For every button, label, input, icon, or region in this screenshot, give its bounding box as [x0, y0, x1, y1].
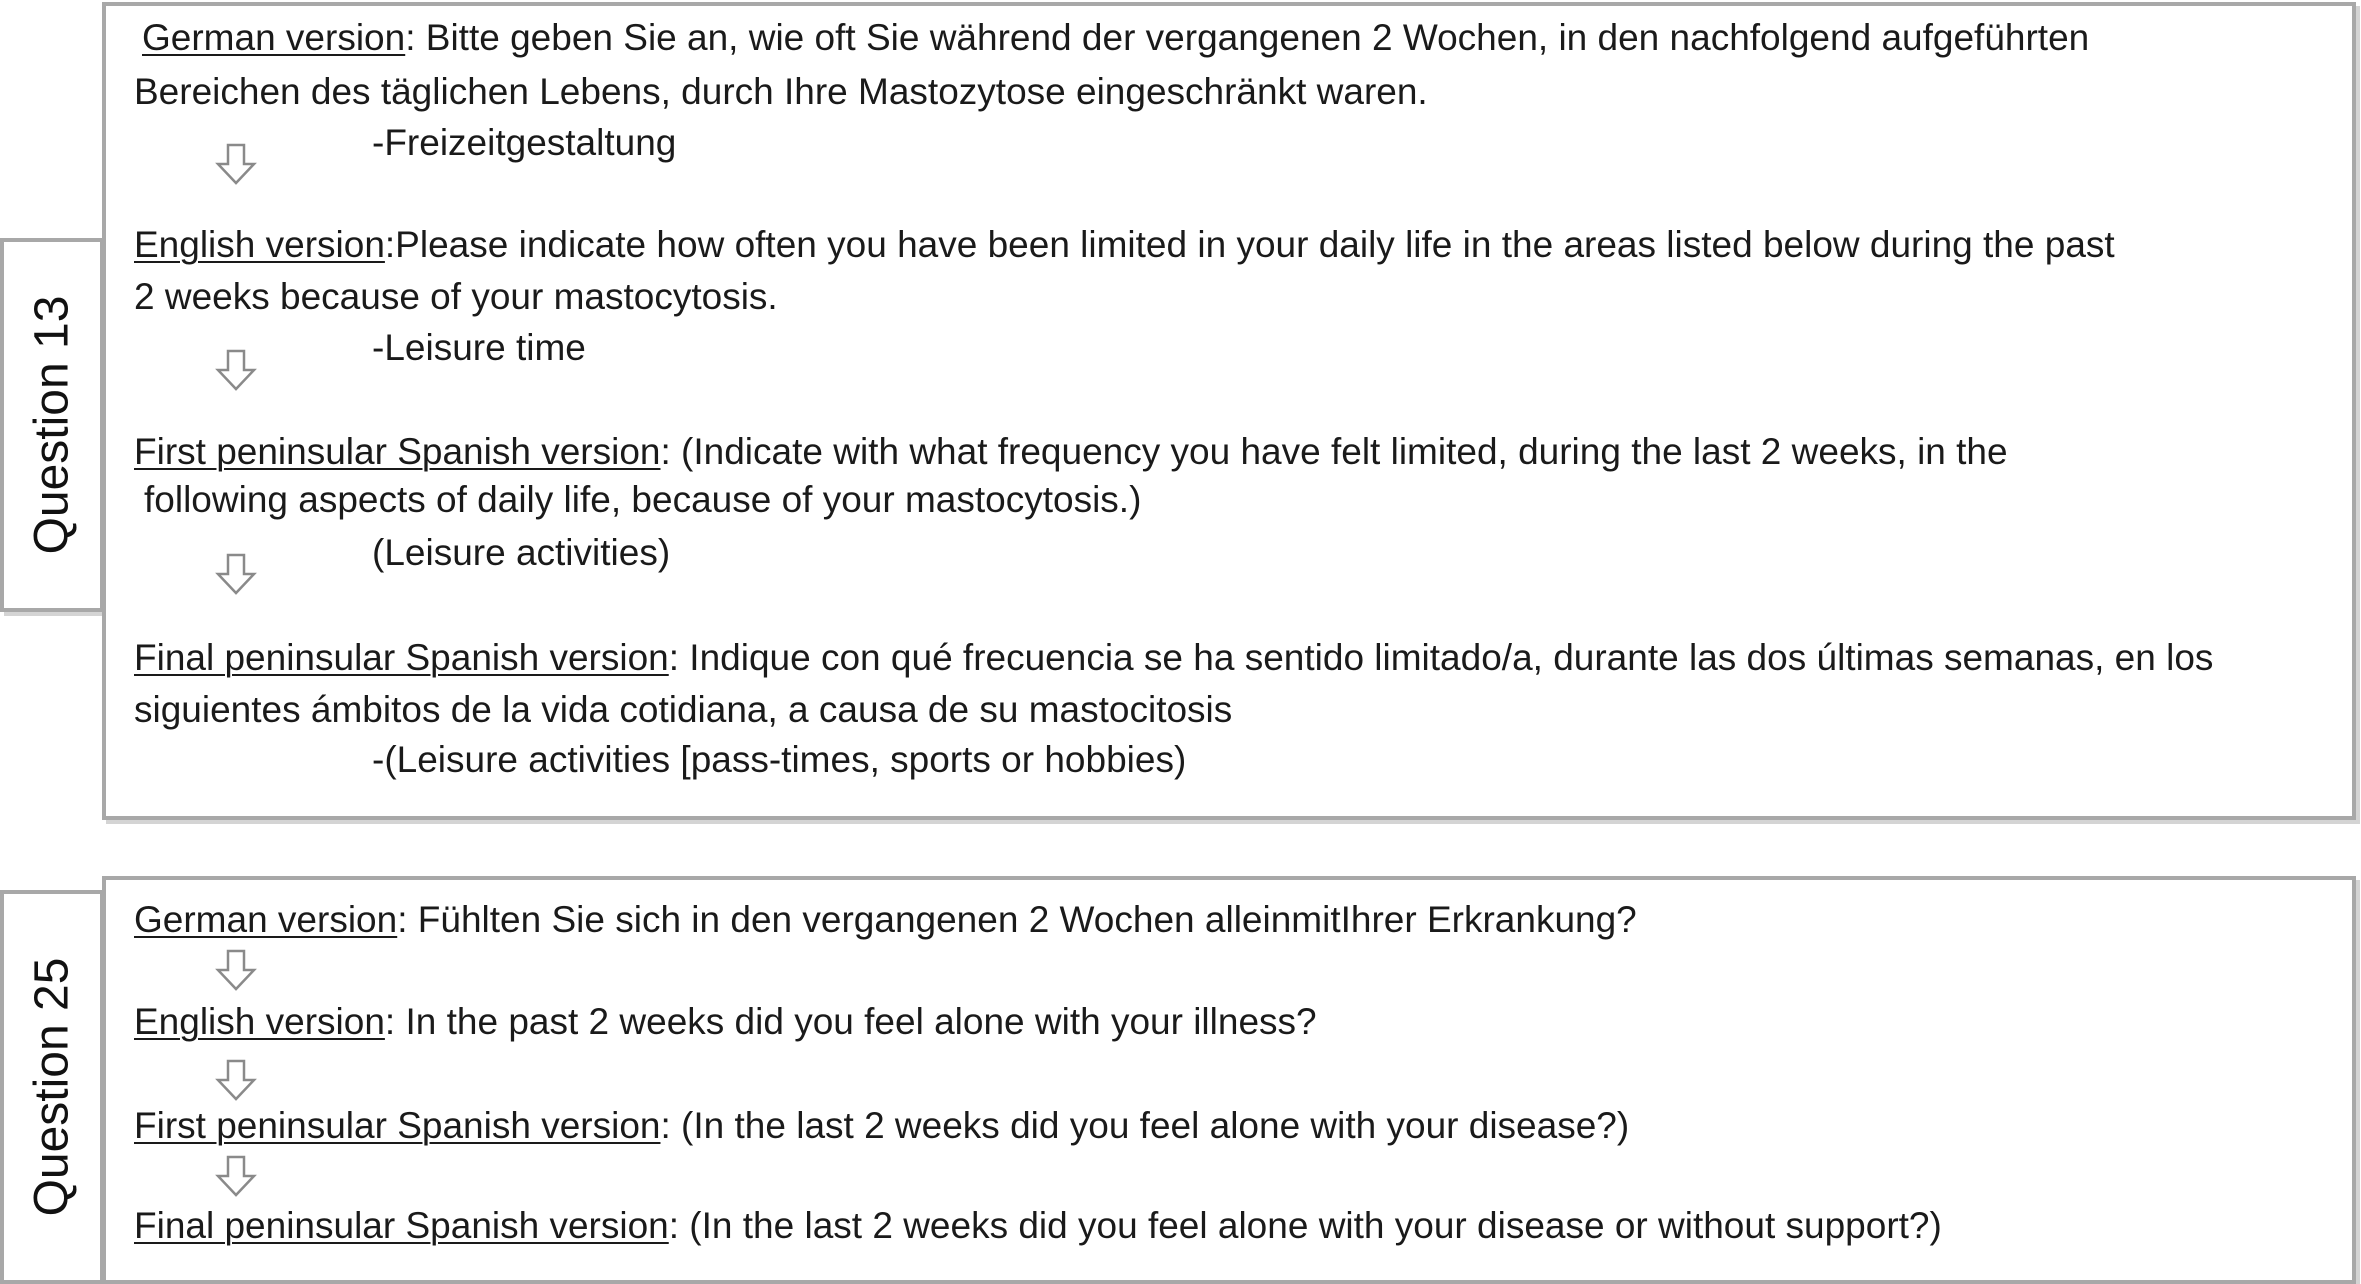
q13-english-text-1: :Please indicate how often you have been limited in your daily life in the areas listed below during the past	[384, 224, 2115, 265]
q25-german-text: : Fühlten Sie sich in den vergangenen 2 Wochen alleinmitIhrer Erkrankung?	[397, 899, 1637, 940]
q13-first-spanish-line-1	[134, 430, 2008, 474]
q13-german-text-1: : Bitte geben Sie an, wie oft Sie während der vergangenen 2 Wochen, in den nachfolgend aufgeführten	[405, 17, 2090, 58]
q25-first-spanish-line	[134, 1104, 1629, 1148]
q13-german-label: German version	[142, 17, 406, 58]
down-arrow-icon	[214, 348, 258, 392]
q13-german-text-2: Bereichen des täglichen Lebens, durch Ihre Mastozytose eingeschränkt waren.	[134, 71, 1428, 112]
down-arrow-icon	[214, 948, 258, 992]
down-arrow-icon	[214, 1154, 258, 1198]
q13-first-spanish-text-2: following aspects of daily life, because of your mastocytosis.)	[144, 479, 1142, 520]
q13-final-spanish-item: -(Leisure activities [pass-times, sports or hobbies)	[372, 739, 1187, 780]
q13-first-spanish-text-1: : (Indicate with what frequency you have felt limited, during the last 2 weeks, in the	[660, 431, 2008, 472]
q25-english-label: English version	[134, 1001, 385, 1042]
q13-english-label: English version	[134, 224, 385, 265]
q25-english-text: : In the past 2 weeks did you feel alone with your illness?	[384, 1001, 1317, 1042]
down-arrow-icon	[214, 552, 258, 596]
q25-final-spanish-text: : (In the last 2 weeks did you feel alone with your disease or without support?)	[668, 1205, 1942, 1246]
q13-final-spanish-text-1: : Indique con qué frecuencia se ha sentido limitado/a, durante las dos últimas semanas, en los	[668, 637, 2214, 678]
q13-first-spanish-label: First peninsular Spanish version	[134, 431, 661, 472]
q25-final-spanish-label: Final peninsular Spanish version	[134, 1205, 669, 1246]
down-arrow-icon	[214, 142, 258, 186]
q25-german-label: German version	[134, 899, 398, 940]
question-13-label: Question 13	[25, 295, 79, 555]
q13-english-text-2: 2 weeks because of your mastocytosis.	[134, 276, 778, 317]
q13-german-line-1	[142, 16, 2089, 60]
q13-first-spanish-item: (Leisure activities)	[372, 532, 671, 573]
question-25-label-box	[0, 890, 104, 1284]
q13-final-spanish-label: Final peninsular Spanish version	[134, 637, 669, 678]
down-arrow-icon	[214, 1058, 258, 1102]
q13-final-spanish-text-2: siguientes ámbitos de la vida cotidiana, a causa de su mastocitosis	[134, 689, 1233, 730]
q25-first-spanish-label: First peninsular Spanish version	[134, 1105, 661, 1146]
question-13-label-box	[0, 238, 104, 612]
q25-english-line	[134, 1000, 1317, 1044]
q13-final-spanish-line-1	[134, 636, 2213, 680]
q25-first-spanish-text: : (In the last 2 weeks did you feel alone with your disease?)	[660, 1105, 1630, 1146]
q25-german-line	[134, 898, 1637, 942]
question-25-label: Question 25	[25, 957, 79, 1217]
q13-german-item: -Freizeitgestaltung	[372, 122, 677, 163]
q25-final-spanish-line	[134, 1204, 1942, 1248]
q13-english-item: -Leisure time	[372, 327, 586, 368]
q13-english-line-1	[134, 223, 2115, 267]
